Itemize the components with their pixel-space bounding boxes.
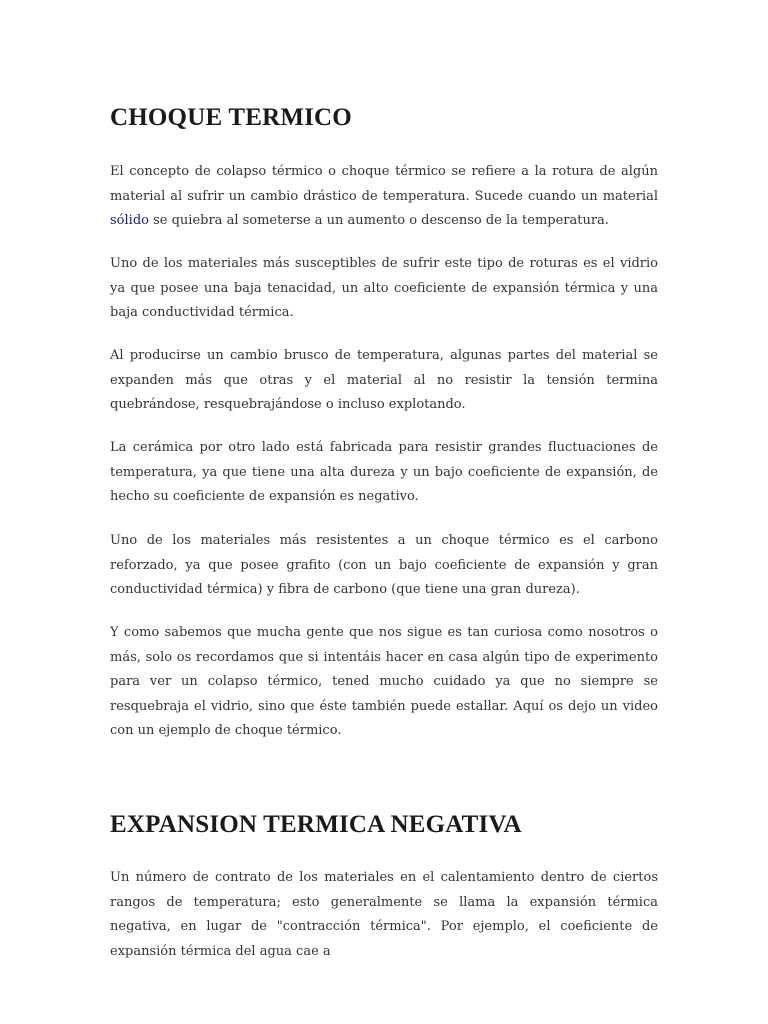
paragraph-7: Un número de contrato de los materiales en el calentamiento dentro de ciertos rangos de temperatura; esto generalmente se llama la expansión térmica negativa, en lugar de "contracción térmica". Por ejemplo, el coeficiente de expansión térmica del agua cae a (110, 870, 658, 959)
solido-link[interactable]: sólido (110, 213, 149, 228)
heading-choque-termico: CHOQUE TERMICO (110, 104, 352, 131)
paragraph-5: Uno de los materiales más resistentes a un choque térmico es el carbono reforzado, ya que posee grafito (con un bajo coeficiente de expansión y gran conductividad térmica) y fibra de carbono (que tiene una gran dureza). (110, 533, 658, 597)
paragraph-1 (110, 160, 658, 234)
paragraph-1-text-start: El concepto de colapso térmico o choque térmico se refiere a la rotura de algún material al sufrir un cambio drástico de temperatura. Sucede cuando un material (110, 164, 658, 204)
paragraph-1-text-end: se quiebra al someterse a un aumento o descenso de la temperatura. (148, 213, 609, 228)
heading-expansion-termica-negativa: EXPANSION TERMICA NEGATIVA (110, 811, 522, 838)
paragraph-4: La cerámica por otro lado está fabricada para resistir grandes fluctuaciones de temperatura, ya que tiene una alta dureza y un bajo coeficiente de expansión, de hecho su coeficiente de expansión es negativo. (110, 440, 658, 504)
paragraph-6: Y como sabemos que mucha gente que nos sigue es tan curiosa como nosotros o más, solo os recordamos que si intentáis hacer en casa algún tipo de experimento para ver un colapso térmico, tened mucho cuidado ya que no siempre se resquebraja el vidrio, sino que éste también puede estallar. Aquí os dejo un video con un ejemplo de choque térmico. (110, 625, 658, 738)
paragraph-2: Uno de los materiales más susceptibles de sufrir este tipo de roturas es el vidrio ya que posee una baja tenacidad, un alto coeficiente de expansión térmica y una baja conductividad térmica. (110, 256, 658, 320)
paragraph-3: Al producirse un cambio brusco de temperatura, algunas partes del material se expanden más que otras y el material al no resistir la tensión termina quebrándose, resquebrajándose o incluso explotando. (110, 348, 658, 412)
